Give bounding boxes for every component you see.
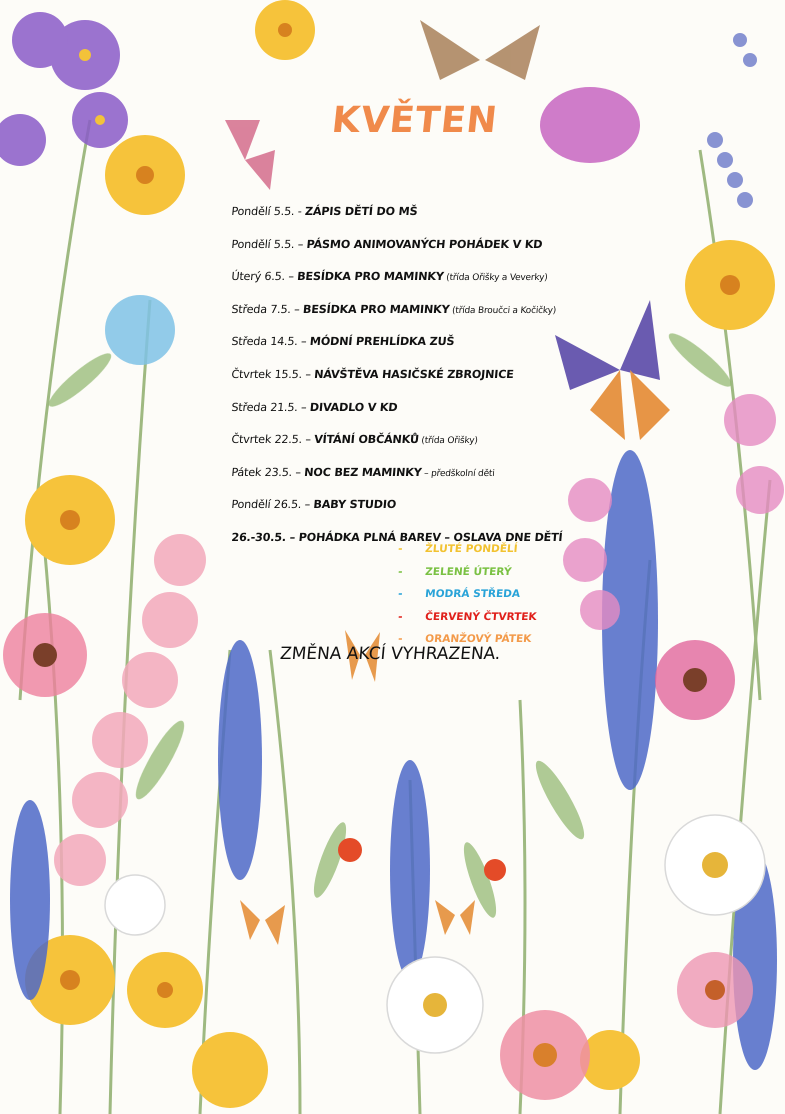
event-name: ZÁPIS DĚTÍ DO MŠ [304, 205, 418, 218]
event-separator: – [284, 270, 298, 284]
event-date: Čtvrtek 15.5. [230, 367, 303, 381]
event-separator: – [291, 465, 305, 479]
event-separator: – [297, 335, 311, 349]
event-item [230, 200, 593, 233]
event-date: Pondělí 5.5. [230, 205, 295, 218]
event-name: MÓDNÍ PREHLÍDKA ZUŠ [309, 335, 455, 349]
event-item [230, 493, 593, 526]
bullet-dash: - [397, 565, 404, 578]
color-day-label: ČERVENÝ ČTVRTEK [424, 610, 538, 623]
event-list [231, 200, 591, 559]
event-item [230, 363, 593, 396]
event-separator: – [301, 433, 315, 447]
event-item [230, 396, 593, 429]
color-day-label: ŽLUTÉ PONDĚLÍ [424, 543, 519, 555]
event-item [230, 265, 593, 298]
event-name: NOC BEZ MAMINKY [303, 465, 423, 479]
bullet-dash: - [397, 543, 404, 555]
event-date: Pondělí 5.5. [230, 237, 295, 251]
color-days-list [398, 540, 536, 653]
event-name: PÁSMO ANIMOVANÝCH POHÁDEK V KD [305, 237, 543, 251]
disclaimer-note: ZMĚNA AKCÍ VYHRAZENA. [279, 644, 502, 664]
event-item [230, 298, 593, 331]
event-note: (třída Broučci a Kočičky) [448, 305, 557, 316]
event-name: BABY STUDIO [312, 498, 397, 512]
event-date: Středa 21.5. [230, 400, 299, 414]
page-title: KVĚTEN [329, 100, 500, 141]
bullet-dash: - [397, 588, 404, 600]
color-day-item [397, 563, 537, 586]
event-date: Čtvrtek 22.5. [230, 433, 303, 447]
event-date: Středa 14.5. [230, 335, 299, 349]
bullet-dash: - [397, 633, 404, 645]
event-note: (třída Ořišky) [418, 436, 479, 447]
event-date: Úterý 6.5. [230, 270, 286, 284]
event-date: Pátek 23.5. [230, 465, 293, 479]
event-name: NÁVŠTĚVA HASIČSKÉ ZBROJNICE [313, 367, 515, 381]
event-note: (třída Ořišky a Veverky) [443, 273, 548, 284]
event-name: DIVADLO V KD [309, 400, 398, 414]
event-separator: – [301, 367, 315, 381]
color-day-item [397, 585, 537, 608]
color-day-label: ORANŽOVÝ PÁTEK [424, 633, 532, 645]
event-item [230, 233, 593, 266]
event-separator: – [297, 400, 311, 414]
event-date: Pondělí 26.5. [230, 498, 302, 512]
event-date: Středa 7.5. [230, 302, 292, 316]
event-item [230, 428, 593, 461]
event-name: BESÍDKA PRO MAMINKY [302, 302, 451, 316]
color-day-label: ZELENÉ ÚTERÝ [424, 565, 512, 578]
event-name: BESÍDKA PRO MAMINKY [296, 270, 445, 284]
event-item [230, 330, 593, 363]
event-separator: – [290, 302, 304, 316]
color-day-item [397, 540, 537, 563]
event-separator: - [293, 205, 306, 218]
event-note: – předškolní děti [421, 468, 495, 479]
event-separator: – [300, 498, 315, 512]
color-day-label: MODRÁ STŘEDA [424, 588, 521, 600]
event-separator: – [293, 237, 308, 251]
color-day-item [397, 608, 537, 631]
event-name: VÍTÁNÍ OBČÁNKŮ [313, 433, 420, 447]
event-name: 26.-30.5. – POHÁDKA PLNÁ BAREV – OSLAVA DNE DĚTÍ [230, 530, 564, 544]
bullet-dash: - [397, 610, 404, 623]
event-item [230, 461, 593, 494]
